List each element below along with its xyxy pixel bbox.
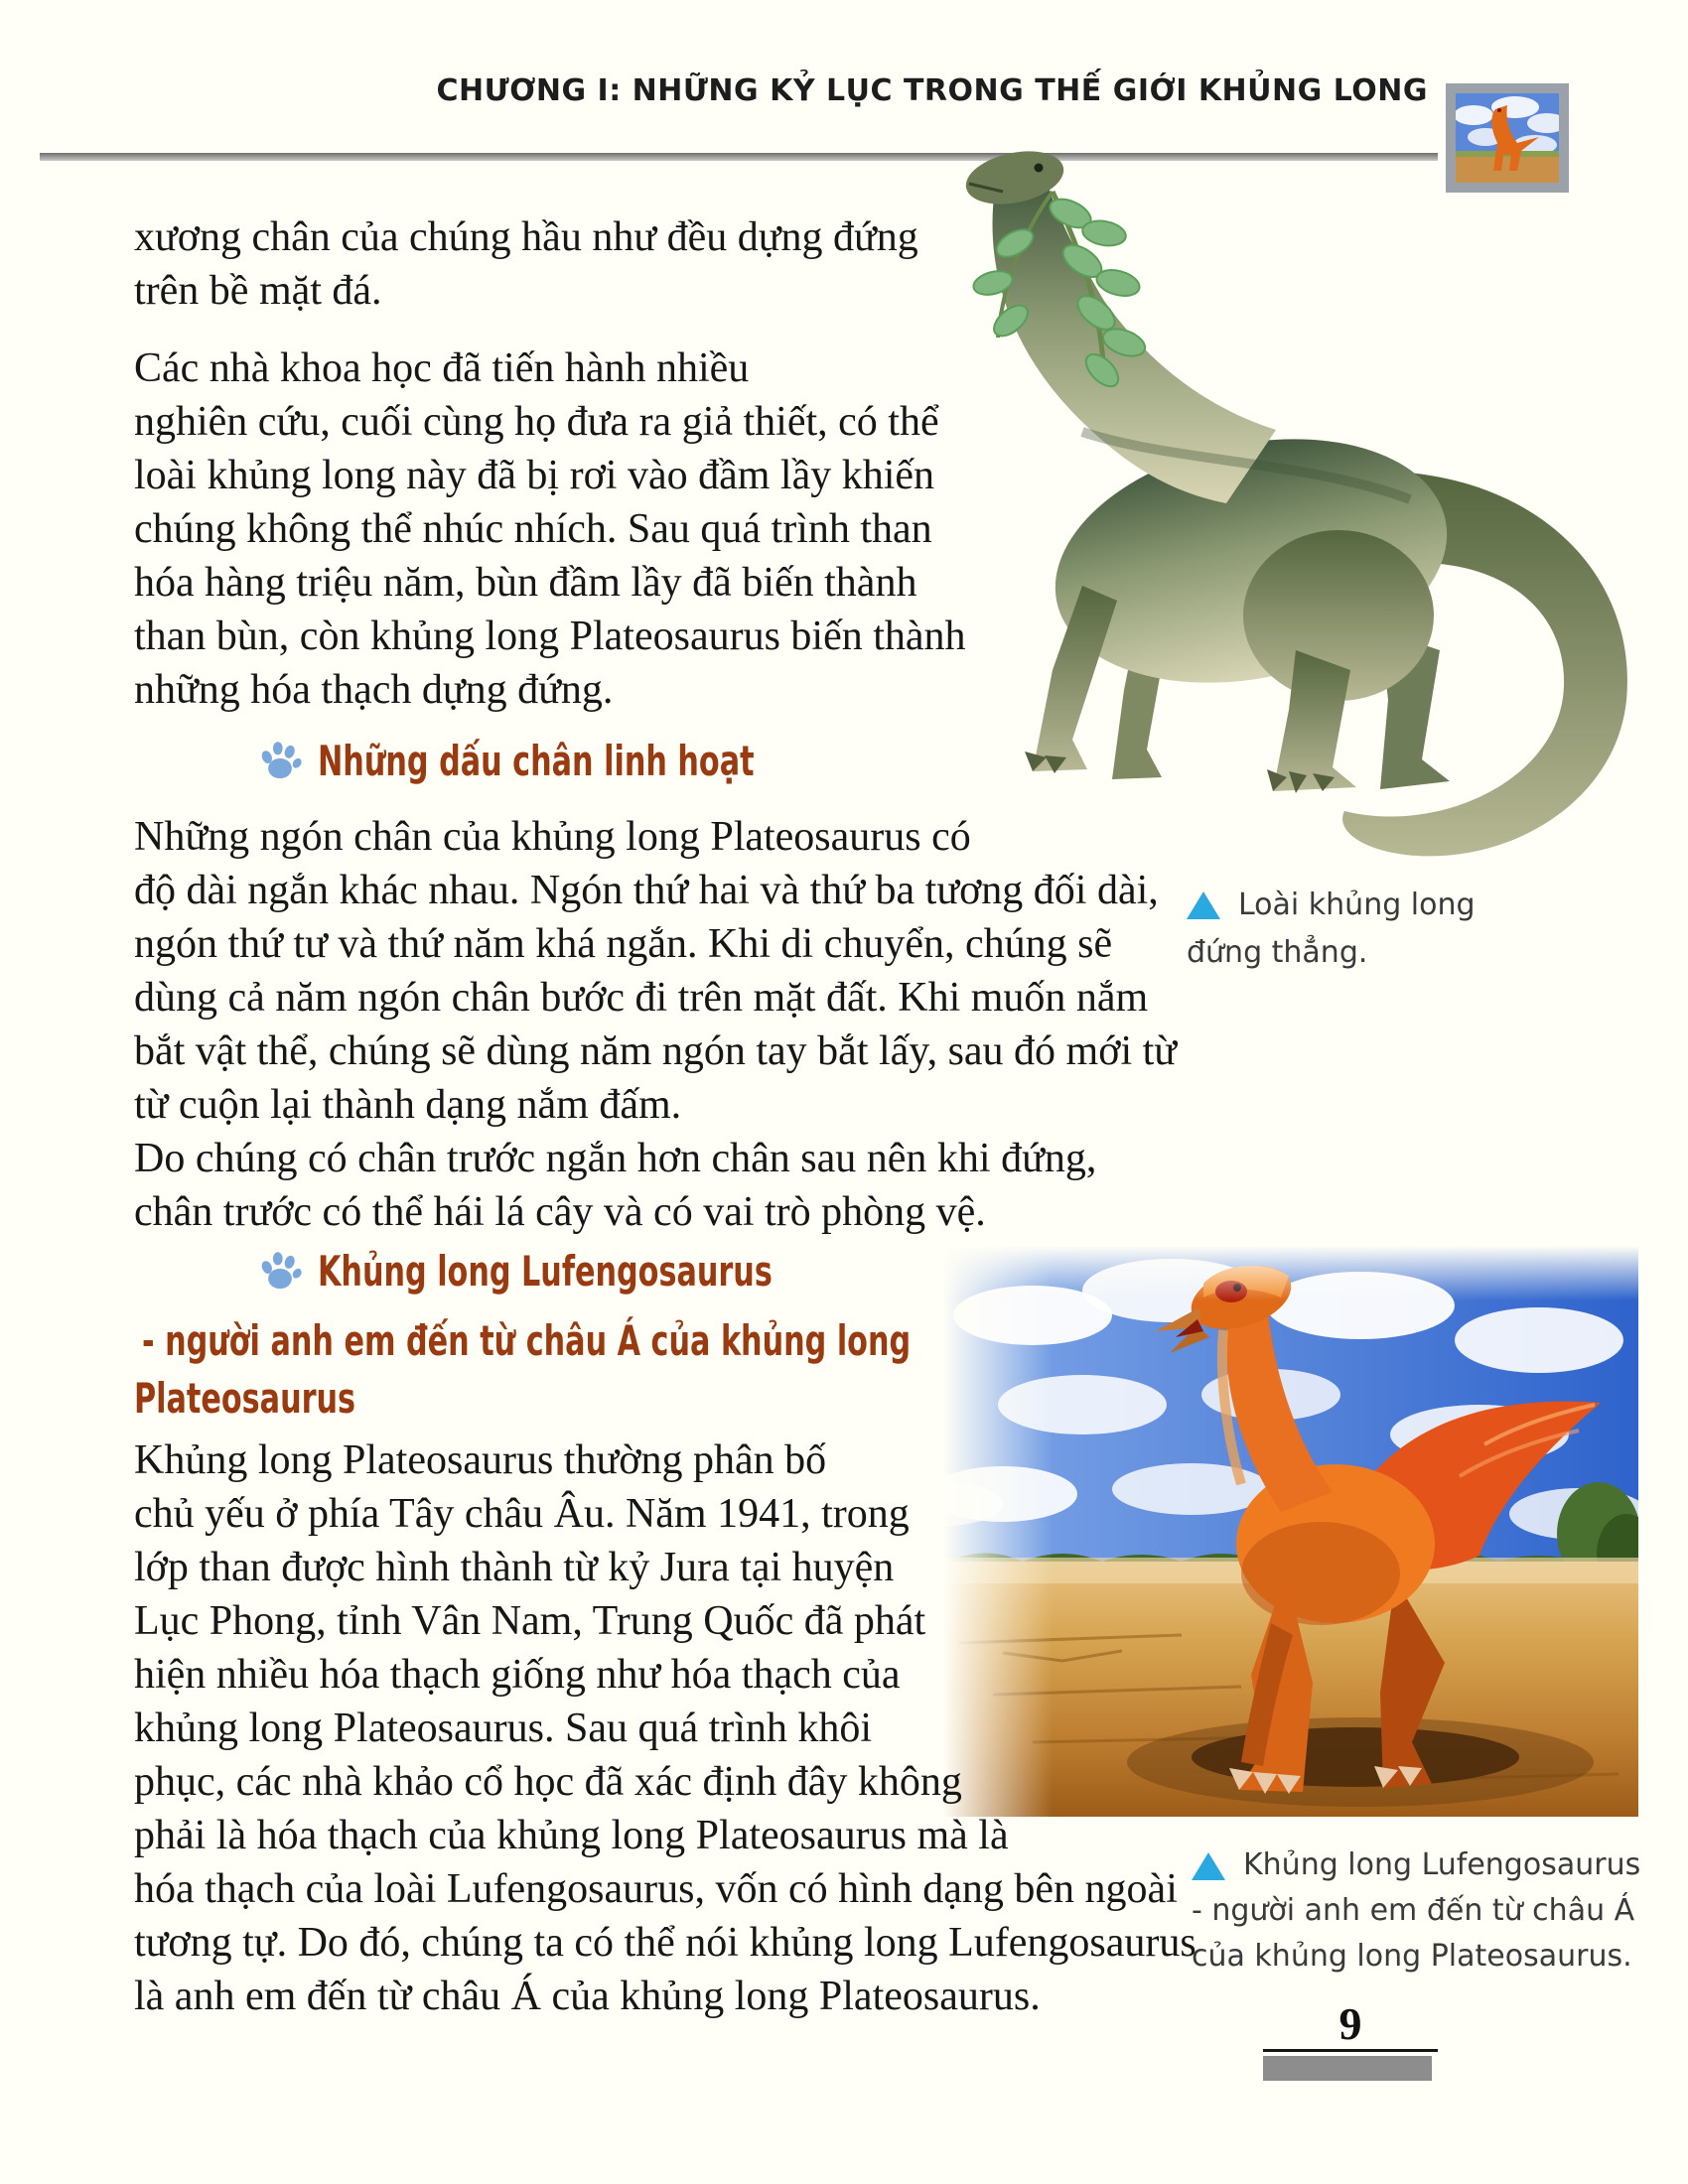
paragraph-4 xyxy=(134,1132,1096,1239)
paragraph-3 xyxy=(134,810,1177,1132)
text-line: Khủng long Plateosaurus thường phân bố xyxy=(134,1437,827,1483)
paragraph-1 xyxy=(134,210,918,318)
text-line: chủ yếu ở phía Tây châu Âu. Năm 1941, trong xyxy=(134,1491,910,1537)
text-line: xương chân của chúng hầu như đều dựng đứng xyxy=(134,214,918,260)
text-line: Do chúng có chân trước ngắn hơn chân sau nên khi đứng, xyxy=(134,1136,1097,1181)
text-line: hóa hàng triệu năm, bùn đầm lầy đã biến thành xyxy=(134,560,917,606)
section-heading-line1: Khủng long Lufengosaurus xyxy=(318,1247,773,1296)
paragraph-5 xyxy=(134,1433,1196,2023)
text-line: loài khủng long này đã bị rơi vào đầm lầy khiến xyxy=(134,453,935,498)
text-line: hiện nhiều hóa thạch giống như hóa thạch của xyxy=(134,1652,901,1698)
text-line: lớp than được hình thành từ kỷ Jura tại huyện xyxy=(134,1545,895,1590)
text-line: bắt vật thể, chúng sẽ dùng năm ngón tay bắt lấy, sau đó mới từ xyxy=(134,1028,1178,1074)
paw-icon xyxy=(256,740,304,783)
section-heading-line2: - người anh em đến từ châu Á của khủng long xyxy=(142,1316,912,1365)
text-line: dùng cả năm ngón chân bước đi trên mặt đất. Khi muốn nắm xyxy=(134,975,1149,1021)
text-line: Lục Phong, tỉnh Vân Nam, Trung Quốc đã phát xyxy=(134,1598,926,1644)
chapter-title: CHƯƠNG I: NHỮNG KỶ LỤC TRONG THẾ GIỚI KHỦNG LONG xyxy=(436,73,1428,108)
text-line: Những ngón chân của khủng long Plateosaurus có xyxy=(134,814,971,860)
text-line: phải là hóa thạch của khủng long Plateosaurus mà là xyxy=(134,1813,1009,1858)
text-line: độ dài ngắn khác nhau. Ngón thứ hai và thứ ba tương đối dài, xyxy=(134,868,1159,913)
caption-line: đứng thẳng. xyxy=(1187,935,1368,970)
section-heading-lufengosaurus xyxy=(256,1247,949,1296)
caption-line: - người anh em đến từ châu Á xyxy=(1192,1893,1635,1928)
section-heading-label: Những dấu chân linh hoạt xyxy=(318,737,755,785)
text-line: tương tự. Do đó, chúng ta có thể nói khủng long Lufengosaurus xyxy=(134,1920,1196,1966)
text-line: chân trước có thể hái lá cây và có vai trò phòng vệ. xyxy=(134,1189,986,1235)
caption-line: Loài khủng long xyxy=(1238,887,1476,922)
triangle-up-icon xyxy=(1192,1852,1225,1880)
text-line: là anh em đến từ châu Á của khủng long Plateosaurus. xyxy=(134,1974,1041,2019)
text-line: khủng long Plateosaurus. Sau quá trình khôi xyxy=(134,1706,873,1751)
text-line: Các nhà khoa học đã tiến hành nhiều xyxy=(134,345,750,391)
page-number-rule xyxy=(1263,2049,1438,2052)
figure2-caption xyxy=(1192,1843,1640,1979)
text-line: trên bề mặt đá. xyxy=(134,268,382,314)
text-line: từ cuộn lại thành dạng nắm đấm. xyxy=(134,1082,682,1128)
text-line: than bùn, còn khủng long Plateosaurus biến thành xyxy=(134,614,966,659)
paw-icon xyxy=(256,1250,304,1294)
text-line: chúng không thể nhúc nhích. Sau quá trình than xyxy=(134,506,932,552)
paragraph-2 xyxy=(134,341,966,717)
text-line: phục, các nhà khảo cổ học đã xác định đây không xyxy=(134,1759,962,1805)
text-line: những hóa thạch dựng đứng. xyxy=(134,667,614,713)
triangle-up-icon xyxy=(1187,891,1220,919)
text-line: ngón thứ tư và thứ năm khá ngắn. Khi di chuyển, chúng sẽ xyxy=(134,921,1113,967)
caption-line: của khủng long Plateosaurus. xyxy=(1192,1939,1632,1974)
text-line: hóa thạch của loài Lufengosaurus, vốn có hình dạng bên ngoài xyxy=(134,1866,1178,1912)
page-number: 9 xyxy=(1338,1998,1362,2049)
caption-line: Khủng long Lufengosaurus xyxy=(1243,1847,1641,1882)
page-number-bar xyxy=(1263,2056,1432,2081)
section-heading-line3: Plateosaurus xyxy=(134,1374,356,1423)
figure1-caption xyxy=(1187,882,1476,977)
text-line: nghiên cứu, cuối cùng họ đưa ra giả thiết, có thể xyxy=(134,399,939,445)
section-heading-footprints xyxy=(256,737,924,785)
